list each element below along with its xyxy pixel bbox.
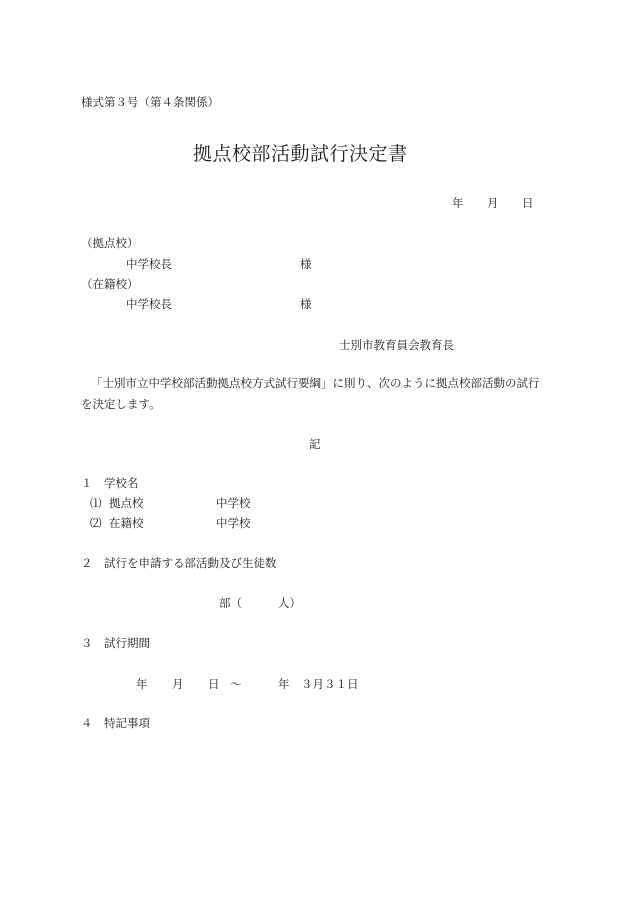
base-school-honorific: 様 — [300, 257, 312, 271]
period-tilde: ～ — [230, 677, 242, 691]
sender: 士別市教育員会教育長 — [339, 338, 454, 352]
period-end-date: ３月３１日 — [301, 677, 359, 691]
section-1-heading: 学校名 — [104, 476, 139, 490]
section-4-heading: 特記事項 — [104, 716, 150, 730]
section-1-number: １ — [81, 476, 93, 490]
base-school-label: （拠点校） — [81, 236, 139, 250]
section-1-item-2-value: 中学校 — [216, 516, 251, 530]
section-3-heading: 試行期間 — [104, 636, 150, 650]
date-year: 年 — [452, 196, 464, 210]
base-school-principal: 中学校長 — [126, 257, 172, 271]
section-1-item-1-value: 中学校 — [216, 496, 251, 510]
date-day: 日 — [522, 196, 534, 210]
period-end-year: 年 — [278, 677, 290, 691]
enrolled-school-principal: 中学校長 — [126, 297, 172, 311]
section-2-heading: 試行を申請する部活動及び生徒数 — [104, 556, 277, 570]
period-start-month: 月 — [172, 677, 184, 691]
section-2-club: 部（ — [219, 596, 242, 610]
section-2-number: ２ — [81, 556, 93, 570]
body-line-2: を決定します。 — [81, 397, 161, 411]
document-title: 拠点校部活動試行決定書 — [193, 143, 408, 165]
period-start-year: 年 — [136, 677, 148, 691]
enrolled-school-honorific: 様 — [300, 297, 312, 311]
section-1-item-1-number: ⑴ — [90, 496, 102, 510]
body-line-1: 「士別市立中学校部活動拠点校方式試行要綱」に則り、次のように拠点校部活動の試行 — [91, 376, 540, 390]
section-1-item-1-label: 拠点校 — [109, 496, 144, 510]
date-month: 月 — [487, 196, 499, 210]
ki-mark: 記 — [309, 437, 321, 451]
form-number: 様式第３号（第４条関係） — [81, 95, 219, 109]
section-1-item-2-number: ⑵ — [90, 516, 102, 530]
section-3-number: ３ — [81, 636, 93, 650]
enrolled-school-label: （在籍校） — [81, 277, 139, 291]
section-1-item-2-label: 在籍校 — [109, 516, 144, 530]
section-2-count-close: 人） — [278, 596, 301, 610]
section-4-number: ４ — [81, 716, 93, 730]
period-start-day: 日 — [208, 677, 220, 691]
